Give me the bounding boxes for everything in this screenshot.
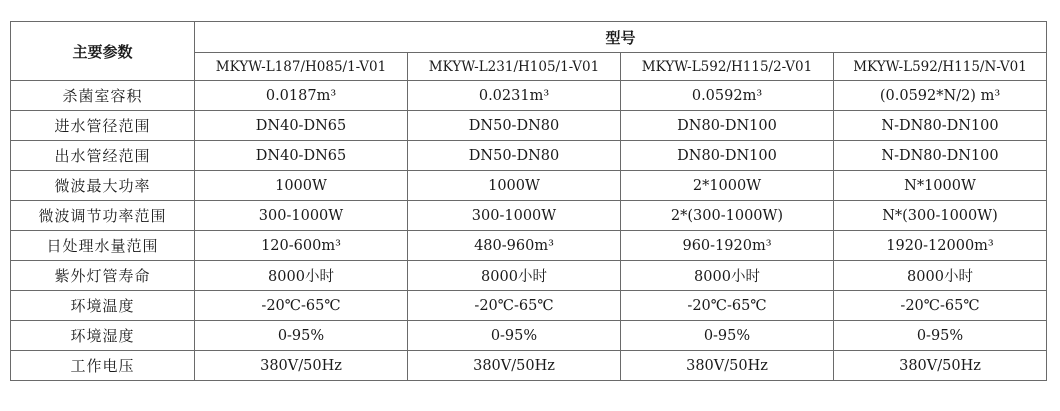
table-row <box>11 261 1047 291</box>
param-value: N-DN80-DN100 <box>834 141 1047 171</box>
param-value: 2*1000W <box>621 171 834 201</box>
table-row <box>11 141 1047 171</box>
param-value: 300-1000W <box>195 201 408 231</box>
param-value: -20℃-65℃ <box>408 291 621 321</box>
param-value: 480-960m³ <box>408 231 621 261</box>
param-value: -20℃-65℃ <box>195 291 408 321</box>
param-value: 0-95% <box>408 321 621 351</box>
param-label: 工作电压 <box>11 351 195 381</box>
param-value: DN40-DN65 <box>195 141 408 171</box>
param-value: 0-95% <box>195 321 408 351</box>
model-name: MKYW-L592/H115/N-V01 <box>834 53 1047 81</box>
param-value: 380V/50Hz <box>621 351 834 381</box>
spec-table <box>10 21 1047 381</box>
param-value: DN50-DN80 <box>408 111 621 141</box>
table-row <box>11 351 1047 381</box>
model-name: MKYW-L231/H105/1-V01 <box>408 53 621 81</box>
param-value: -20℃-65℃ <box>834 291 1047 321</box>
table-row <box>11 201 1047 231</box>
param-label: 微波最大功率 <box>11 171 195 201</box>
header-row <box>11 22 1047 53</box>
param-label: 杀菌室容积 <box>11 81 195 111</box>
param-value: DN80-DN100 <box>621 111 834 141</box>
param-value: 8000小时 <box>195 261 408 291</box>
table-row <box>11 231 1047 261</box>
param-value: DN80-DN100 <box>621 141 834 171</box>
param-value: 0-95% <box>621 321 834 351</box>
param-value: N*(300-1000W) <box>834 201 1047 231</box>
param-value: 8000小时 <box>408 261 621 291</box>
spec-table-body <box>11 22 1047 381</box>
param-label: 微波调节功率范围 <box>11 201 195 231</box>
param-value: DN50-DN80 <box>408 141 621 171</box>
param-label: 进水管径范围 <box>11 111 195 141</box>
param-value: 300-1000W <box>408 201 621 231</box>
param-value: 1920-12000m³ <box>834 231 1047 261</box>
param-label: 环境温度 <box>11 291 195 321</box>
param-value: (0.0592*N/2) m³ <box>834 81 1047 111</box>
model-header: 型号 <box>195 22 1047 53</box>
table-row <box>11 291 1047 321</box>
param-value: 0-95% <box>834 321 1047 351</box>
table-row <box>11 321 1047 351</box>
param-value: 380V/50Hz <box>195 351 408 381</box>
corner-header: 主要参数 <box>11 22 195 81</box>
param-value: 8000小时 <box>621 261 834 291</box>
param-value: N-DN80-DN100 <box>834 111 1047 141</box>
table-row <box>11 81 1047 111</box>
param-label: 出水管经范围 <box>11 141 195 171</box>
param-label: 日处理水量范围 <box>11 231 195 261</box>
table-row <box>11 171 1047 201</box>
param-value: DN40-DN65 <box>195 111 408 141</box>
param-value: 120-600m³ <box>195 231 408 261</box>
param-value: -20℃-65℃ <box>621 291 834 321</box>
param-value: 1000W <box>195 171 408 201</box>
param-value: 380V/50Hz <box>834 351 1047 381</box>
param-value: 0.0592m³ <box>621 81 834 111</box>
model-name: MKYW-L187/H085/1-V01 <box>195 53 408 81</box>
param-value: 0.0231m³ <box>408 81 621 111</box>
param-value: 1000W <box>408 171 621 201</box>
param-value: 380V/50Hz <box>408 351 621 381</box>
param-value: 0.0187m³ <box>195 81 408 111</box>
table-row <box>11 111 1047 141</box>
param-value: N*1000W <box>834 171 1047 201</box>
param-value: 960-1920m³ <box>621 231 834 261</box>
model-name: MKYW-L592/H115/2-V01 <box>621 53 834 81</box>
param-label: 紫外灯管寿命 <box>11 261 195 291</box>
param-value: 8000小时 <box>834 261 1047 291</box>
param-value: 2*(300-1000W) <box>621 201 834 231</box>
param-label: 环境湿度 <box>11 321 195 351</box>
